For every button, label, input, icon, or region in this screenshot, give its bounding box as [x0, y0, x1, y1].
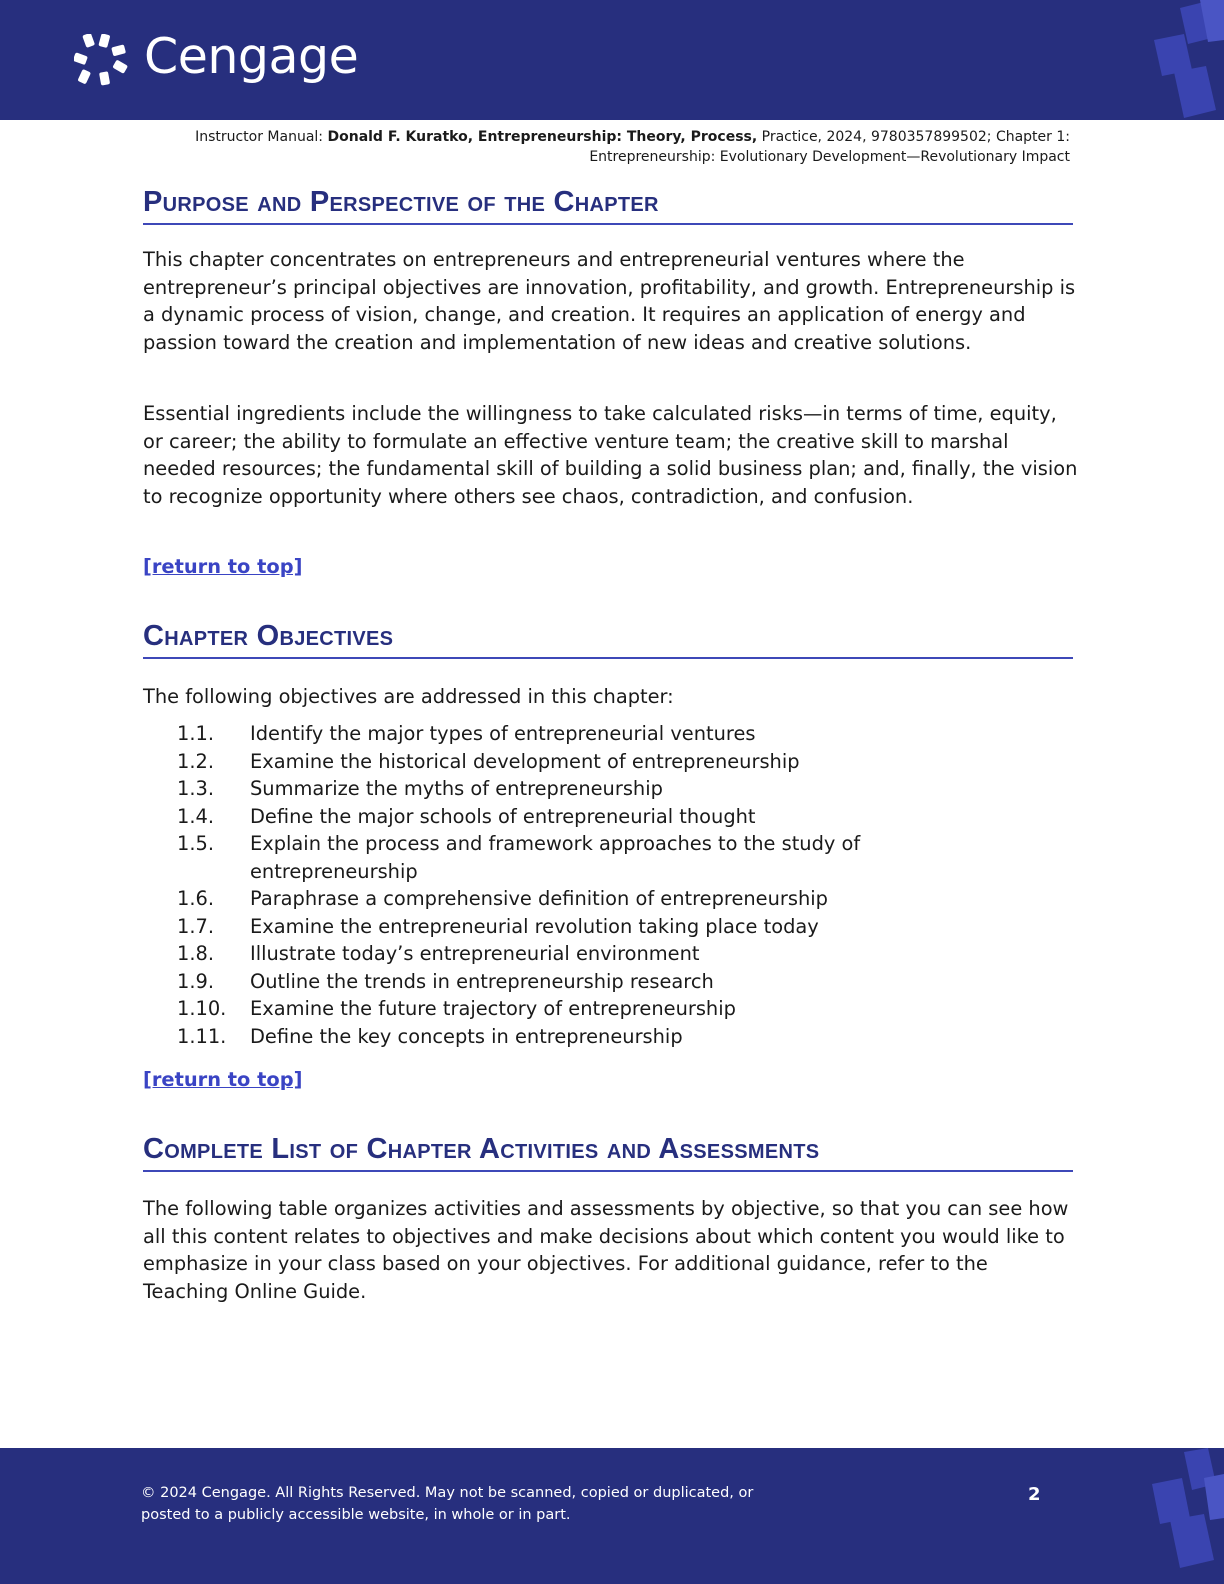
activities-paragraph: The following table organizes activities and assessments by objective, so that you can see how all this content relates to objectives and make decisions about which content you would like to emphasize in your class based on your objectives. For additional guidance, refer to the Teaching Online Guide.: [143, 1197, 1069, 1303]
list-item: 1.4. Define the major schools of entrepreneurial thought: [177, 804, 756, 828]
corner-decoration-icon: [1144, 0, 1224, 120]
list-item: 1.10. Examine the future trajectory of entrepreneurship: [177, 997, 736, 1020]
list-item: 1.6. Paraphrase a comprehensive definition of entrepreneurship: [177, 887, 828, 910]
list-item: 1.5. Explain the process and framework approaches to the study of entrepreneurship: [177, 832, 861, 883]
list-item: 1.1. Identify the major types of entrepreneurial ventures: [177, 722, 756, 745]
brand-name: Cengage: [144, 28, 359, 85]
objectives-intro: The following objectives are addressed in this chapter:: [143, 685, 674, 708]
running-header-line2: Entrepreneurship: Evolutionary Development—Revolutionary Impact: [589, 149, 1070, 165]
list-item: 1.8. Illustrate today’s entrepreneurial environment: [177, 942, 700, 965]
objectives-list: [177, 720, 937, 1050]
list-item: 1.2. Examine the historical development of entrepreneurship: [177, 749, 800, 773]
footer-band: [0, 1448, 1224, 1584]
return-to-top-link[interactable]: [return to top]: [143, 555, 303, 578]
running-header-line1: Instructor Manual: Donald F. Kuratko, Entrepreneurship: Theory, Process, Practice, 2024, 9780357899502; Chapter 1:: [195, 129, 1070, 145]
page-number: 2: [1028, 1484, 1041, 1505]
purpose-paragraph-1: This chapter concentrates on entrepreneurs and entrepreneurial ventures where the entrepreneur’s principal objectives are innovation, profitability, and growth. Entrepreneurship is a dynamic process of vision, change, and creation. It requires an application of energy and passion toward the creation and implementation of new ideas and creative solutions.: [143, 248, 1076, 354]
activities-heading: Complete List of Chapter Activities and Assessments: [143, 1133, 1073, 1172]
copyright-notice: © 2024 Cengage. All Rights Reserved. May not be scanned, copied or duplicated, or posted to a publicly accessible website, in whole or in part.: [141, 1485, 754, 1523]
cengage-logo-mark-icon: [74, 34, 134, 88]
list-item: 1.9. Outline the trends in entrepreneurship research: [177, 969, 714, 993]
purpose-paragraph-2: Essential ingredients include the willingness to take calculated risks—in terms of time, equity, or career; the ability to formulate an effective venture team; the creative skill to marshal needed resources; the fundamental skill of building a solid business plan; and, finally, the vision to recognize opportunity where others see chaos, contradiction, and confusion.: [143, 402, 1078, 508]
list-item: 1.11. Define the key concepts in entrepreneurship: [177, 1024, 683, 1048]
purpose-heading: Purpose and Perspective of the Chapter: [143, 186, 1073, 225]
book-title: Donald F. Kuratko, Entrepreneurship: Theory, Process,: [327, 129, 758, 145]
corner-decoration-icon: [1134, 1448, 1224, 1584]
header-band: [0, 0, 1224, 120]
running-header: [110, 127, 1070, 167]
list-item: 1.3. Summarize the myths of entrepreneurship: [177, 777, 663, 800]
objectives-heading: Chapter Objectives: [143, 620, 1073, 659]
return-to-top-link[interactable]: [return to top]: [143, 1068, 303, 1091]
list-item: 1.7. Examine the entrepreneurial revolution taking place today: [177, 914, 819, 938]
